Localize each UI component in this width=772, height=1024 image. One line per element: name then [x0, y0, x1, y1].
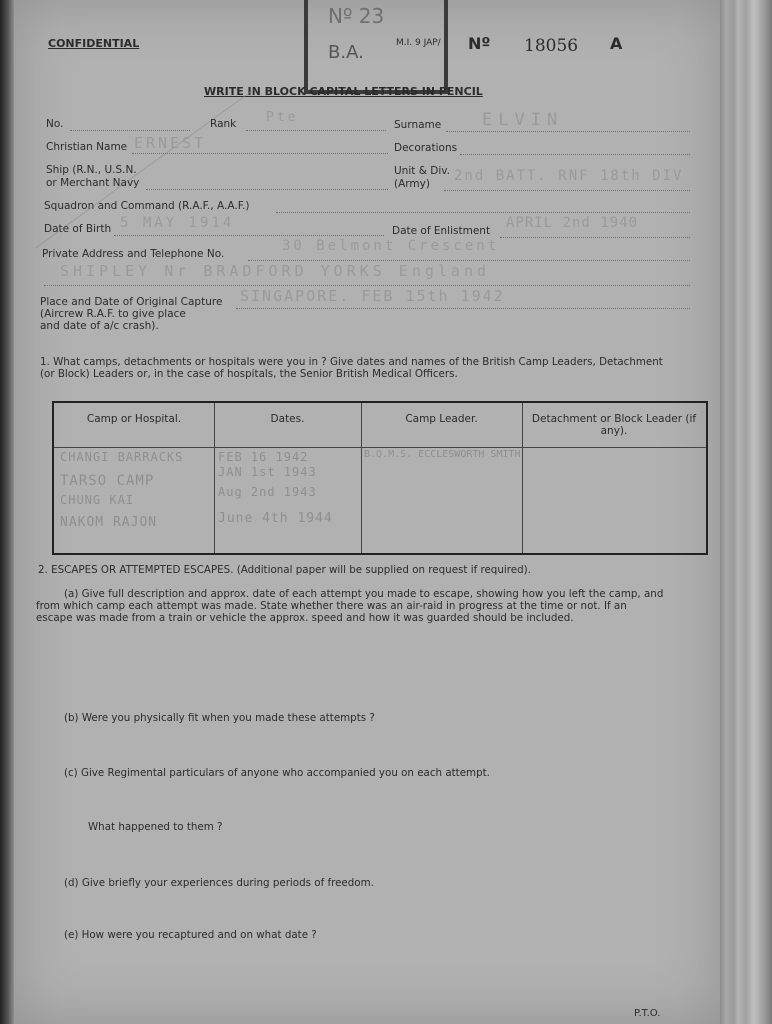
stamp-line-1: Nº 23 [328, 4, 385, 28]
please-turn-over: P.T.O. [634, 1008, 661, 1019]
form-suffix: A [610, 34, 623, 53]
question-1-line-1: 1. What camps, detachments or hospitals were you in ? Give dates and names of the British Camp Leaders, Detachment [40, 356, 663, 368]
table-header-camp: Camp or Hospital. [54, 403, 215, 457]
instruction-heading: WRITE IN BLOCK CAPITAL LETTERS IN PENCIL [204, 85, 483, 98]
camps-table [52, 401, 708, 555]
rank-label: Rank [210, 118, 237, 130]
surname-value: ELVIN [482, 110, 564, 130]
table-cell-leader-1: B.Q.M.S. ECCLESWORTH SMITH [364, 449, 521, 460]
enlistment-value: APRIL 2nd 1940 [506, 215, 639, 231]
capture-value: SINGAPORE. FEB 15th 1942 [240, 287, 505, 305]
table-cell-camp-1: CHANGI BARRACKS [60, 450, 184, 464]
no-label: No. [46, 118, 64, 130]
question-1-line-2: (or Block) Leaders or, in the case of hospitals, the Senior British Medical Officers. [40, 368, 458, 380]
table-cell-date-2: JAN 1st 1943 [218, 465, 317, 479]
table-header-detachment-text: Detachment or Block Leader (if any). [531, 413, 697, 437]
question-2-title: 2. ESCAPES OR ATTEMPTED ESCAPES. (Additional paper will be supplied on request if required). [38, 564, 531, 576]
address-value-1: 30 Belmont Crescent [282, 238, 500, 254]
enlistment-label: Date of Enlistment [392, 225, 491, 237]
mi-reference: M.I. 9 JAP/ [396, 38, 441, 48]
table-header-camp-leader: Camp Leader. [361, 403, 523, 457]
form-number: 18056 [524, 36, 579, 56]
table-header-dates: Dates. [214, 403, 362, 457]
question-2c: (c) Give Regimental particulars of anyone who accompanied you on each attempt. [64, 767, 490, 779]
number-label: Nº [468, 34, 491, 53]
unit-label-1: Unit & Div. [394, 165, 450, 177]
question-2a-line-2: from which camp each attempt was made. State whether there was an air-raid in progress at the time or not. If an [36, 600, 627, 612]
capture-label-3: and date of a/c crash). [40, 320, 159, 332]
christian-name-value: ERNEST [134, 134, 207, 152]
unit-label-2: (Army) [394, 178, 430, 190]
question-2e: (e) How were you recaptured and on what date ? [64, 929, 317, 941]
table-cell-date-4: June 4th 1944 [218, 511, 333, 526]
rank-value: Pte [266, 110, 299, 125]
squadron-label: Squadron and Command (R.A.F., A.A.F.) [44, 200, 250, 212]
form-sheet [14, 0, 720, 1024]
unit-value: 2nd BATT. RNF 18th DIV [454, 168, 684, 184]
question-2d: (d) Give briefly your experiences during periods of freedom. [64, 877, 374, 889]
christian-name-label: Christian Name [46, 141, 128, 153]
table-header-detachment [522, 403, 706, 457]
stacked-pages-edge [720, 0, 772, 1024]
question-2a-line-1: (a) Give full description and approx. date of each attempt you made to escape, showing how you left the camp, and [64, 588, 664, 600]
ship-label-1: Ship (R.N., U.S.N. [46, 164, 137, 176]
table-cell-camp-3: CHUNG KAI [60, 493, 135, 507]
question-2c-followup: What happened to them ? [88, 821, 223, 833]
address-label: Private Address and Telephone No. [42, 248, 225, 260]
table-cell-date-1: FEB 16 1942 [218, 450, 309, 464]
surname-label: Surname [394, 119, 442, 131]
table-cell-camp-4: NAKOM RAJON [60, 515, 158, 530]
dob-value: 5 MAY 1914 [120, 215, 235, 231]
capture-label-2: (Aircrew R.A.F. to give place [40, 308, 186, 320]
ship-label-2: or Merchant Navy [46, 177, 140, 189]
table-cell-camp-2: TARSO CAMP [60, 473, 155, 489]
dob-label: Date of Birth [44, 223, 112, 235]
capture-label-1: Place and Date of Original Capture [40, 296, 223, 308]
question-2a-line-3: escape was made from a train or vehicle the approx. speed and how it was guarded should be included. [36, 612, 574, 624]
confidential-label: CONFIDENTIAL [48, 37, 140, 50]
left-page-edge [0, 0, 14, 1024]
question-2b: (b) Were you physically fit when you made these attempts ? [64, 712, 375, 724]
stamp-line-2: B.A. [328, 42, 364, 63]
decorations-label: Decorations [394, 142, 458, 154]
table-cell-date-3: Aug 2nd 1943 [218, 485, 317, 499]
address-value-2: SHIPLEY Nr BRADFORD YORKS England [60, 262, 491, 280]
